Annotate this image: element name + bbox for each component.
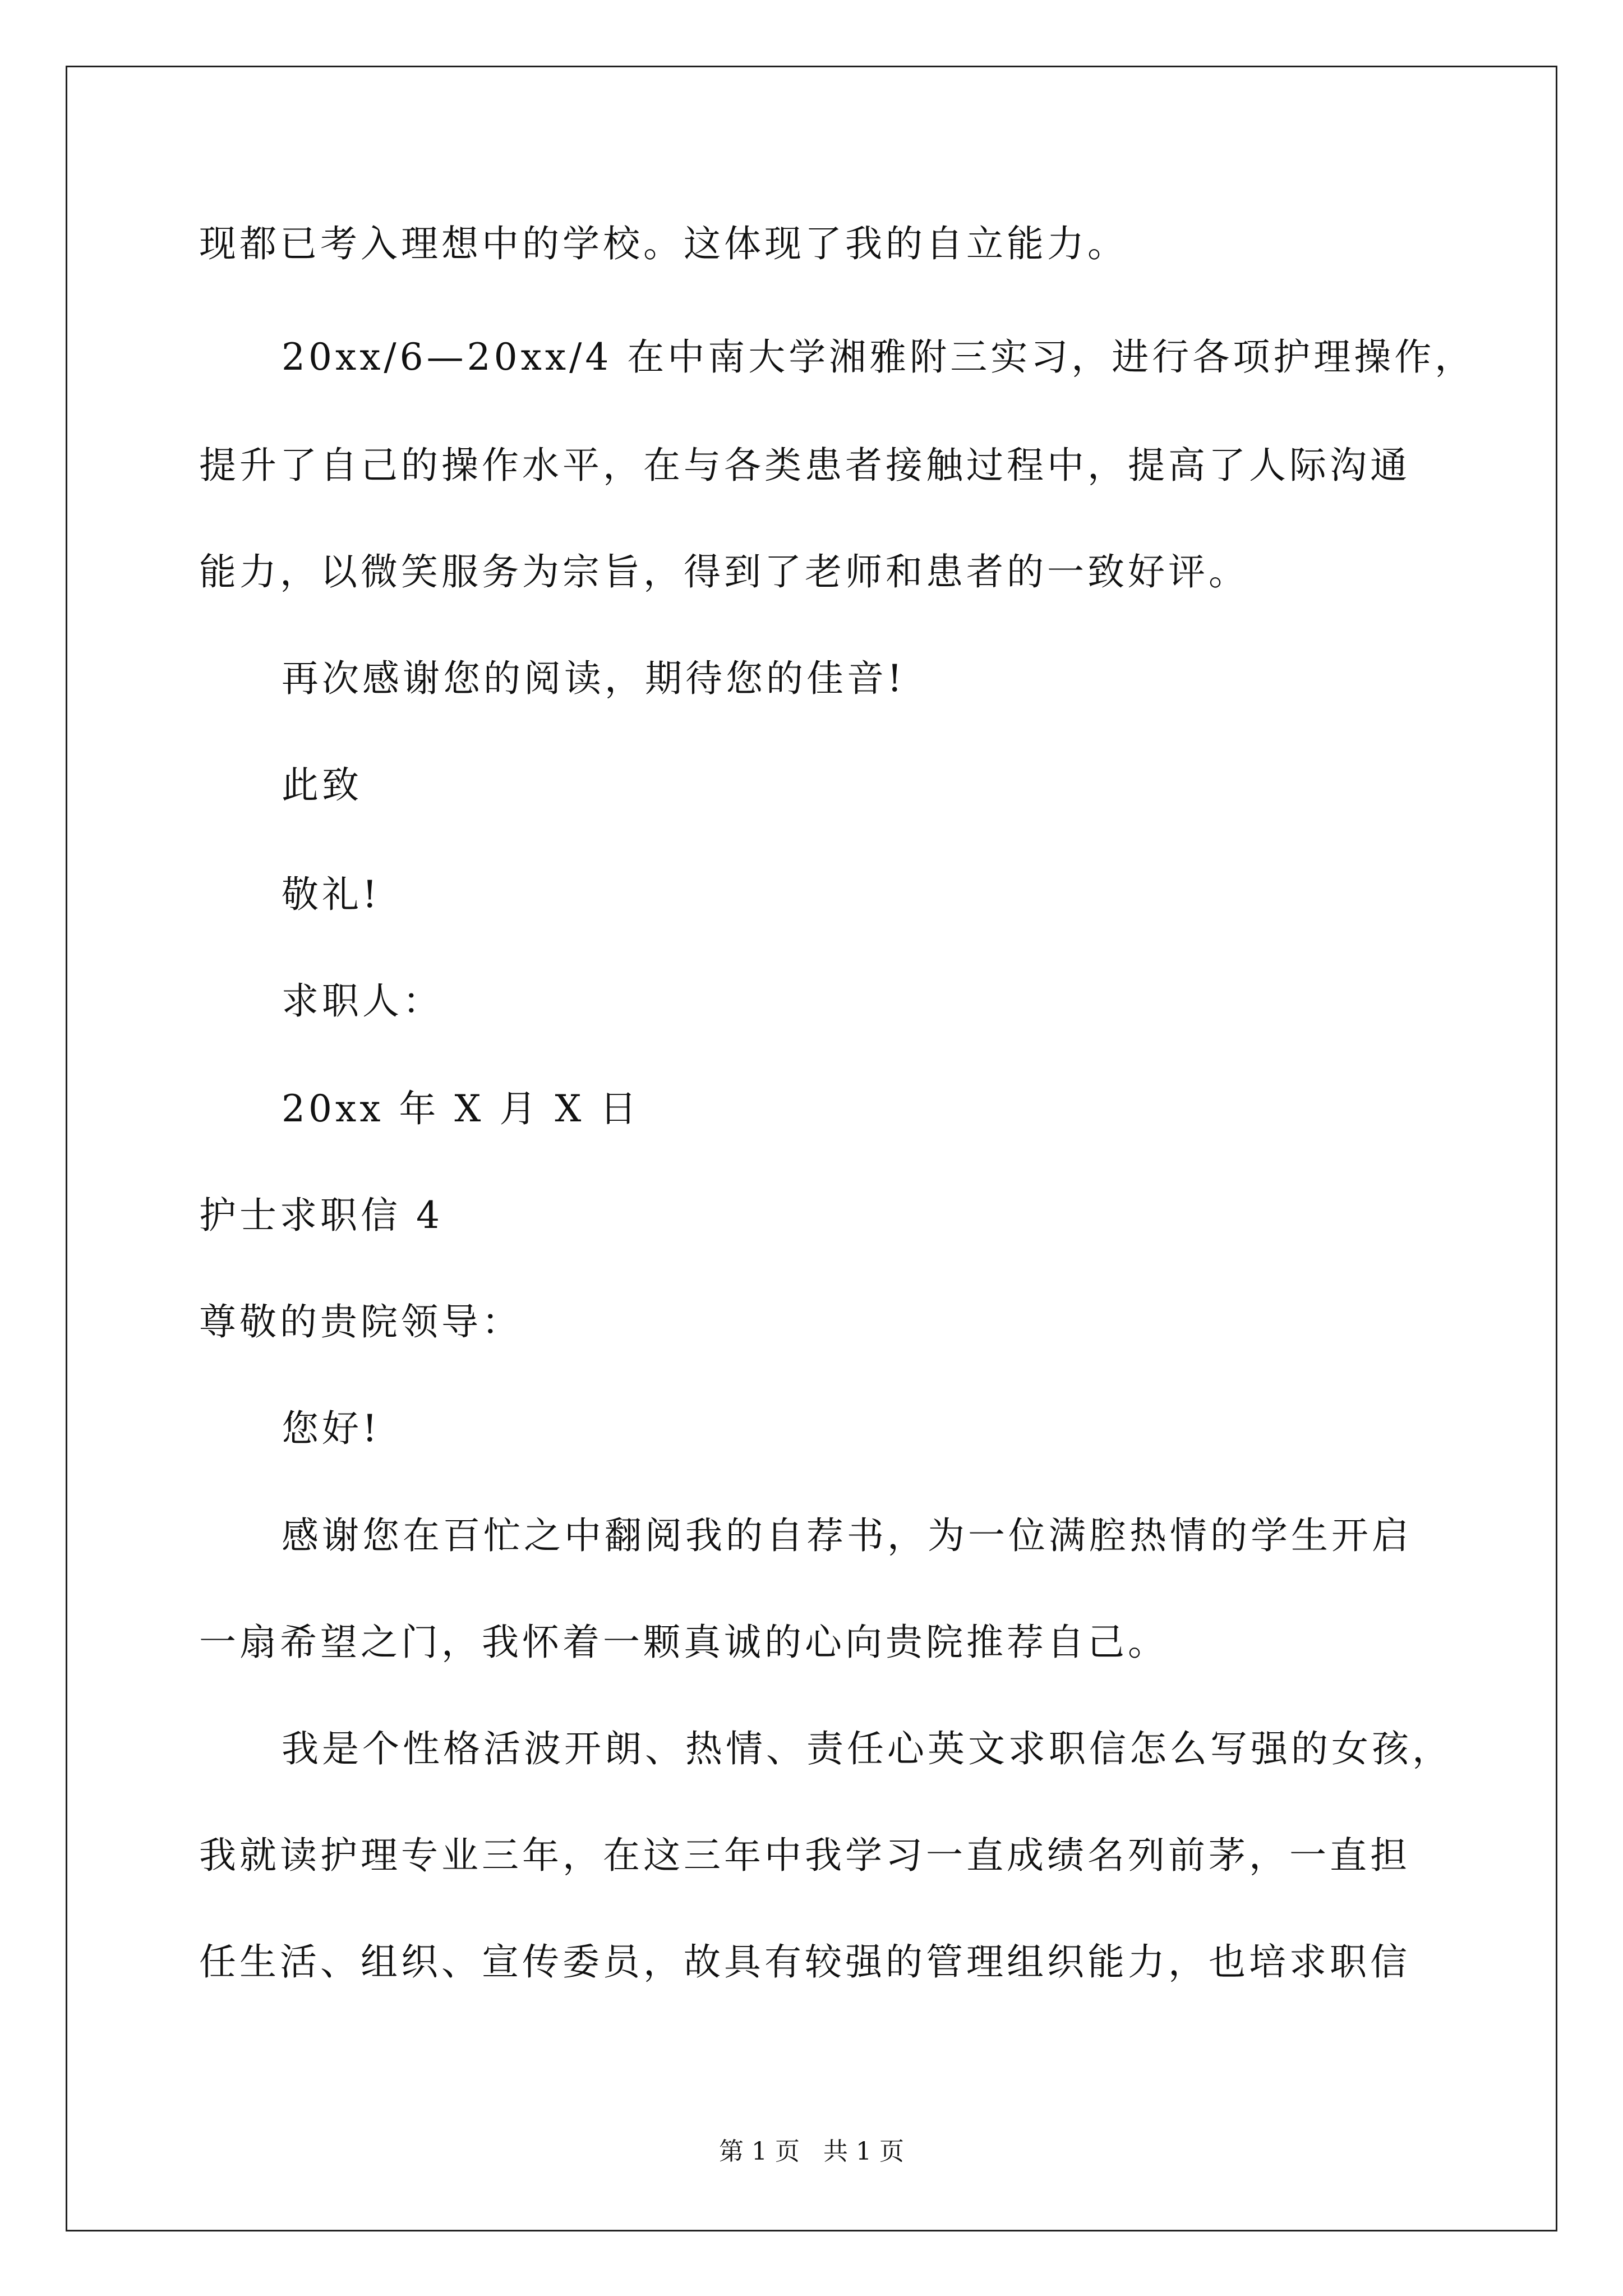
closing-line: 敬礼! xyxy=(282,873,381,916)
paragraph-line: 一扇希望之门，我怀着一颗真诚的心向贵院推荐自己。 xyxy=(199,1621,1168,1664)
paragraph-line: 提升了自己的操作水平，在与各类患者接触过程中，提高了人际沟通 xyxy=(199,444,1410,487)
salutation-line: 尊敬的贵院领导： xyxy=(199,1300,522,1343)
paragraph-line: 感谢您在百忙之中翻阅我的自荐书，为一位满腔热情的学生开启 xyxy=(282,1514,1412,1557)
page-border xyxy=(66,66,1557,2231)
paragraph-line: 任生活、组织、宣传委员，故具有较强的管理组织能力，也培求职信 xyxy=(199,1940,1410,1984)
closing-line: 此致 xyxy=(282,763,362,807)
section-title: 护士求职信 4 xyxy=(199,1194,443,1237)
paragraph-line: 20xx/6—20xx/4 在中南大学湘雅附三实习，进行各项护理操作， xyxy=(282,335,1476,379)
page-footer: 第 1 页 共 1 页 xyxy=(719,2137,904,2166)
paragraph-line: 我是个性格活波开朗、热情、责任心英文求职信怎么写强的女孩， xyxy=(282,1727,1453,1770)
paragraph-line: 我就读护理专业三年，在这三年中我学习一直成绩名列前茅，一直担 xyxy=(199,1834,1410,1877)
paragraph-line: 现都已考入理想中的学校。这体现了我的自立能力。 xyxy=(199,222,1128,265)
greeting-line: 您好! xyxy=(282,1407,381,1450)
date-line: 20xx 年 X 月 X 日 xyxy=(282,1087,640,1130)
paragraph-line: 再次感谢您的阅读，期待您的佳音! xyxy=(282,657,906,700)
paragraph-line: 能力，以微笑服务为宗旨，得到了老师和患者的一致好评。 xyxy=(199,550,1249,593)
signature-line: 求职人： xyxy=(282,979,443,1023)
